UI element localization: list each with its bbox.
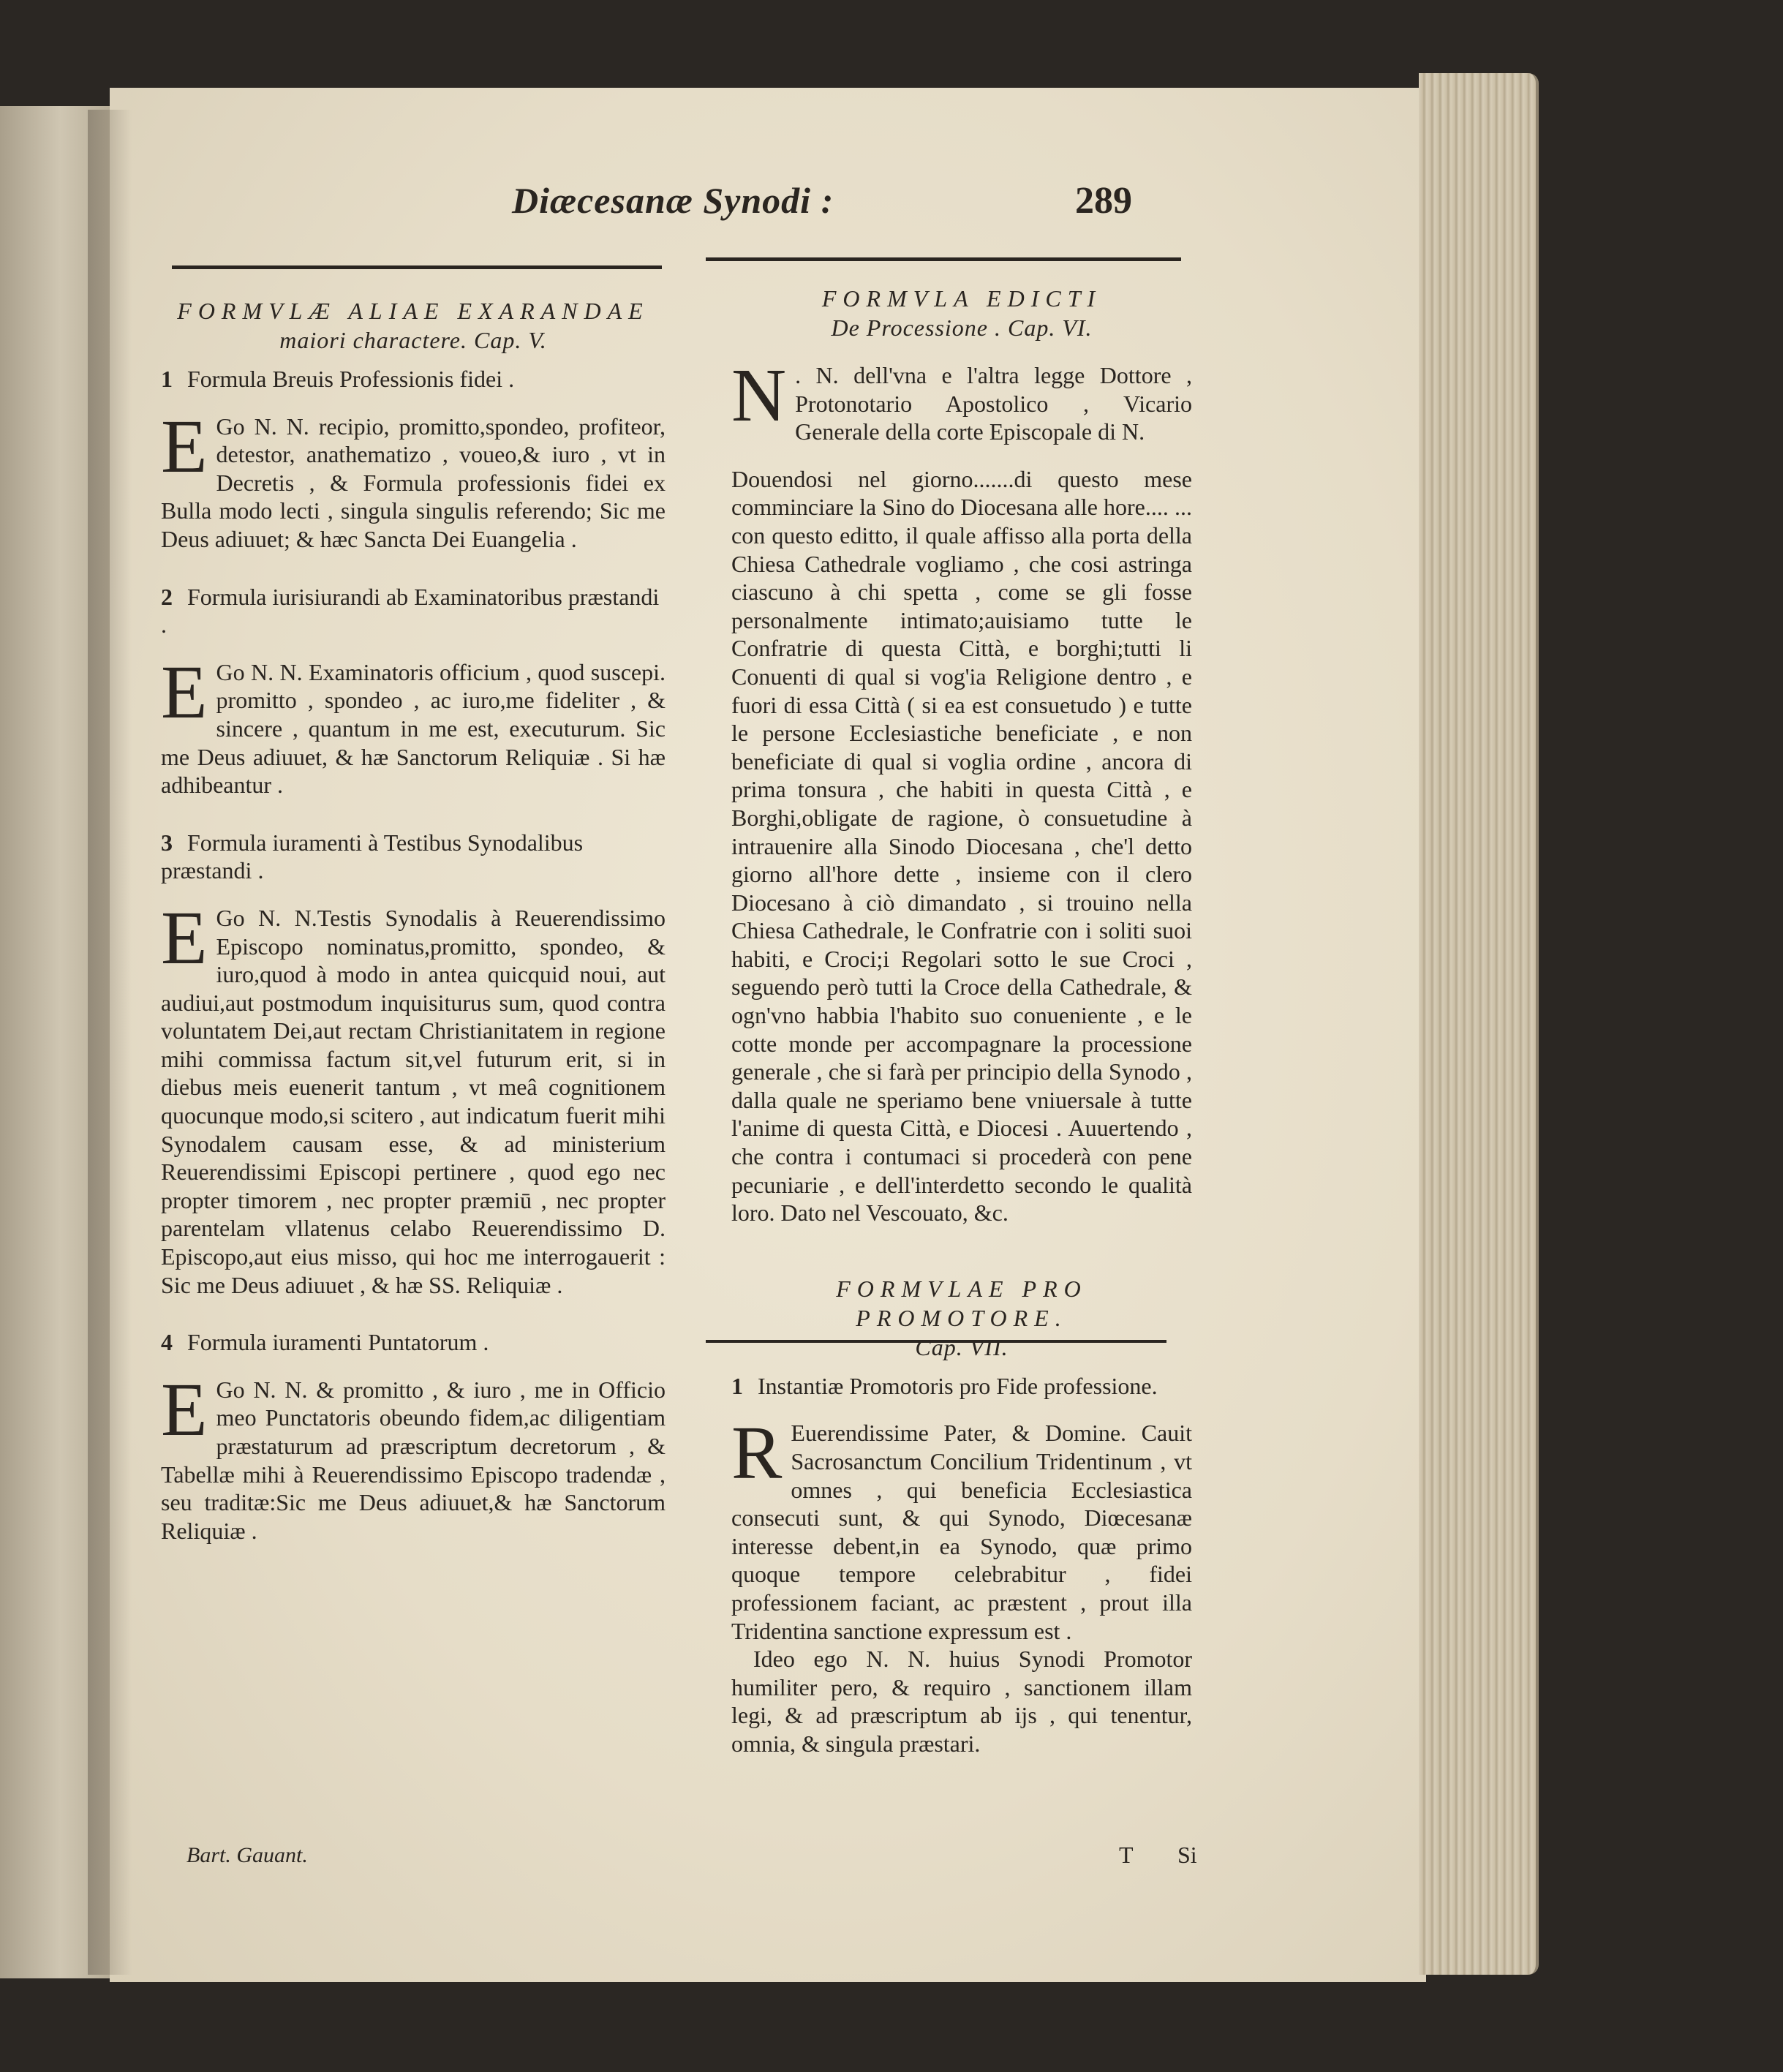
edict-opening-text: . N. dell'vna e l'altra legge Dottore , Protonotario Apostolico , Vicario Generale della corte Episcopale di N. <box>795 362 1192 445</box>
printer-footer: Bart. Gauant. <box>186 1843 308 1867</box>
paragraph-text: Go N. N. & promitto , & iuro , me in Officio meo Punctatoris obeundo fidem,ac diligentiam præstaturum ad præscriptum decretorum , & Tabellæ mihi à Reuerendissimo Episcopo tradendæ , seu traditæ:Sic me Deus adiuuet,& hæ Sanctorum Reliquiæ . <box>161 1376 666 1544</box>
chapter-heading <box>731 284 1192 342</box>
section-number: 1 <box>731 1372 743 1399</box>
paragraph-text: Go N. N. Examinatoris officium , quod suscepi. promitto , spondeo , ac iuro,me fideliter , & sincere , quantum in me est, executurum. Sic me Deus adiuuet, & hæ Sanctorum Reliquiæ . Si hæ adhibeantur . <box>161 658 666 799</box>
section-number: 3 <box>161 829 173 856</box>
section-number: 1 <box>161 366 173 392</box>
right-column <box>731 284 1192 1758</box>
formula-paragraph <box>161 404 666 554</box>
signature-mark: T <box>1119 1842 1134 1868</box>
header-rule-left <box>172 265 662 269</box>
header-rule-right <box>706 257 1181 261</box>
paragraph-text: Go N. N. recipio, promitto,spondeo, profiteor, detestor, anathematizo , voueo,& iuro , vt in Decretis , & Formula professionis fidei ex Bulla modo lecti , singula singulis referendo; Sic me Deus adiuuet; & hæc Sancta Dei Euangelia . <box>161 412 666 552</box>
section-title-text: Formula iuramenti à Testibus Synodalibus præstandi . <box>161 829 584 884</box>
drop-cap: N <box>731 353 787 437</box>
section-title-text: Formula iurisiurandi ab Examinatoribus præstandi . <box>161 583 660 638</box>
section-title <box>731 1372 1192 1401</box>
section-title-text: Formula iuramenti Puntatorum . <box>187 1329 489 1356</box>
chapter-heading-sub: De Processione . Cap. VI. <box>831 314 1093 341</box>
section-number: 2 <box>161 583 173 610</box>
chapter-heading <box>161 296 666 355</box>
formula-paragraph <box>731 1411 1192 1645</box>
drop-cap: E <box>161 649 208 734</box>
edict-body: Douendosi nel giorno.......di questo mese comminciare la Sino do Diocesana alle hore.... ... con questo editto, il quale affisso alla porta della Chiesa Cathedrale vogliamo , che cosi astringa ciascuno à chi spetta , come se gli fosse personalmente intimato;auisiamo tutte le Confratrie di questa Città, e borghi;tutti li Conuenti di qual si vog'ia Religione dentro , e fuori di essa Città ( si ea est consuetudo ) e tutte le persone Ecclesiastiche beneficiate , e non beneficiate di qual si voglia ordine , ancora di prima tonsura , che habiti in questa Città , e Borghi,obligate de ragione, ò consuetudine à intrauenire alla Sinodo Diocesana , che'l detto giorno all'hore dette , insieme con il clero Diocesano à ciò dimandato , si trouino nella Chiesa Cathedrale, le Confratrie con i soliti suoi habiti, e Croci;i Regolari sotto le sue Croci , seguendo però tutti la Croce della Cathedrale, & ogn'vno habbia l'habito suo conueniente , e le cotte monde per accompagnare la processione generale , che si farà per principio della Synodo , dalla quale ne speriamo bene vniuersale à tutte l'anime di questa Città, e Diocesi . Auuertendo , che contra i contumaci si procederà con pene pecuniarie , e dell'interdetto secondo le qualità loro. Dato nel Vescouato, &c. <box>731 465 1192 1227</box>
paragraph-text: Euerendissime Pater, & Domine. Cauit Sacrosanctum Concilium Tridentinum , vt omnes , qui beneficia Ecclesiastica consecuti sunt, & qui Synodo, Diœcesanæ interesse debent,in ea Synodo, quæ primo quoque tempore celebrabitur , fidei professionem faciant, ac præstent , prout illa Tridentina sanctione expressum est . <box>731 1420 1192 1644</box>
drop-cap: E <box>161 404 208 489</box>
section-title-text: Formula Breuis Professionis fidei . <box>187 366 515 392</box>
section-title-text: Instantiæ Promotoris pro Fide professione. <box>758 1372 1158 1399</box>
chapter-heading-title: FORMVLA EDICTI <box>821 285 1102 312</box>
chapter-heading-sub: Cap. VII. <box>915 1333 1009 1360</box>
section-number: 4 <box>161 1329 173 1356</box>
formula-paragraph <box>161 895 666 1299</box>
page-number: 289 <box>1075 180 1132 222</box>
section-title <box>161 829 666 885</box>
chapter-heading-title: FORMVLAE PRO PROMOTORE. <box>836 1275 1087 1331</box>
page-edges <box>1419 73 1539 1975</box>
left-column <box>161 296 666 1545</box>
drop-cap: E <box>161 895 208 980</box>
drop-cap: E <box>161 1367 208 1452</box>
paragraph-text: Go N. N.Testis Synodalis à Reuerendissimo Episcopo nominatus,promitto, spondeo, & iuro,quod à modo in antea quicquid noui, aut audiui,aut postmodum inquisiturus sum, quod contra voluntatem Dei,aut rectam Christianitatem in regione mihi commissa factum sit,vel futurum erit, si in diebus meis euenerit tantum , vt meâ cognitionem quocunque modo,si scitero , aut indicatum fuerit mihi Synodalem causam esse, & ad ministerium Reuerendissimi Episcopi pertinere , quod ego nec propter timorem , nec propter præmiū , nec propter parentelam vllatenus celabo Reuerendissimo D. Episcopo,aut eius misso, qui hoc me interrogauerit : Sic me Deus adiuuet , & hæ SS. Reliquiæ . <box>161 904 666 1298</box>
chapter-heading <box>731 1274 1192 1362</box>
formula-paragraph <box>161 649 666 799</box>
formula-paragraph <box>161 1367 666 1545</box>
chapter-heading-title: FORMVLÆ ALIAE EXARANDAE <box>177 298 649 324</box>
page-header <box>512 179 1170 238</box>
formula-paragraph-continued: Ideo ego N. N. huius Synodi Promotor humiliter pero, & requiro , sanctionem illam legi, & ad præscriptum ab ijs , qui tenentur, omnia, & singula præstari. <box>731 1646 1192 1757</box>
section-title <box>161 1328 666 1357</box>
section-title <box>161 583 666 639</box>
section-title <box>161 365 666 393</box>
catchword: Si <box>1177 1842 1197 1868</box>
drop-cap: R <box>731 1411 783 1496</box>
chapter-heading-sub: maiori charactere. Cap. V. <box>279 327 547 353</box>
running-title: Diæcesanæ Synodi : <box>512 180 834 221</box>
gutter-shadow <box>88 110 132 1975</box>
edict-opening <box>731 353 1192 446</box>
